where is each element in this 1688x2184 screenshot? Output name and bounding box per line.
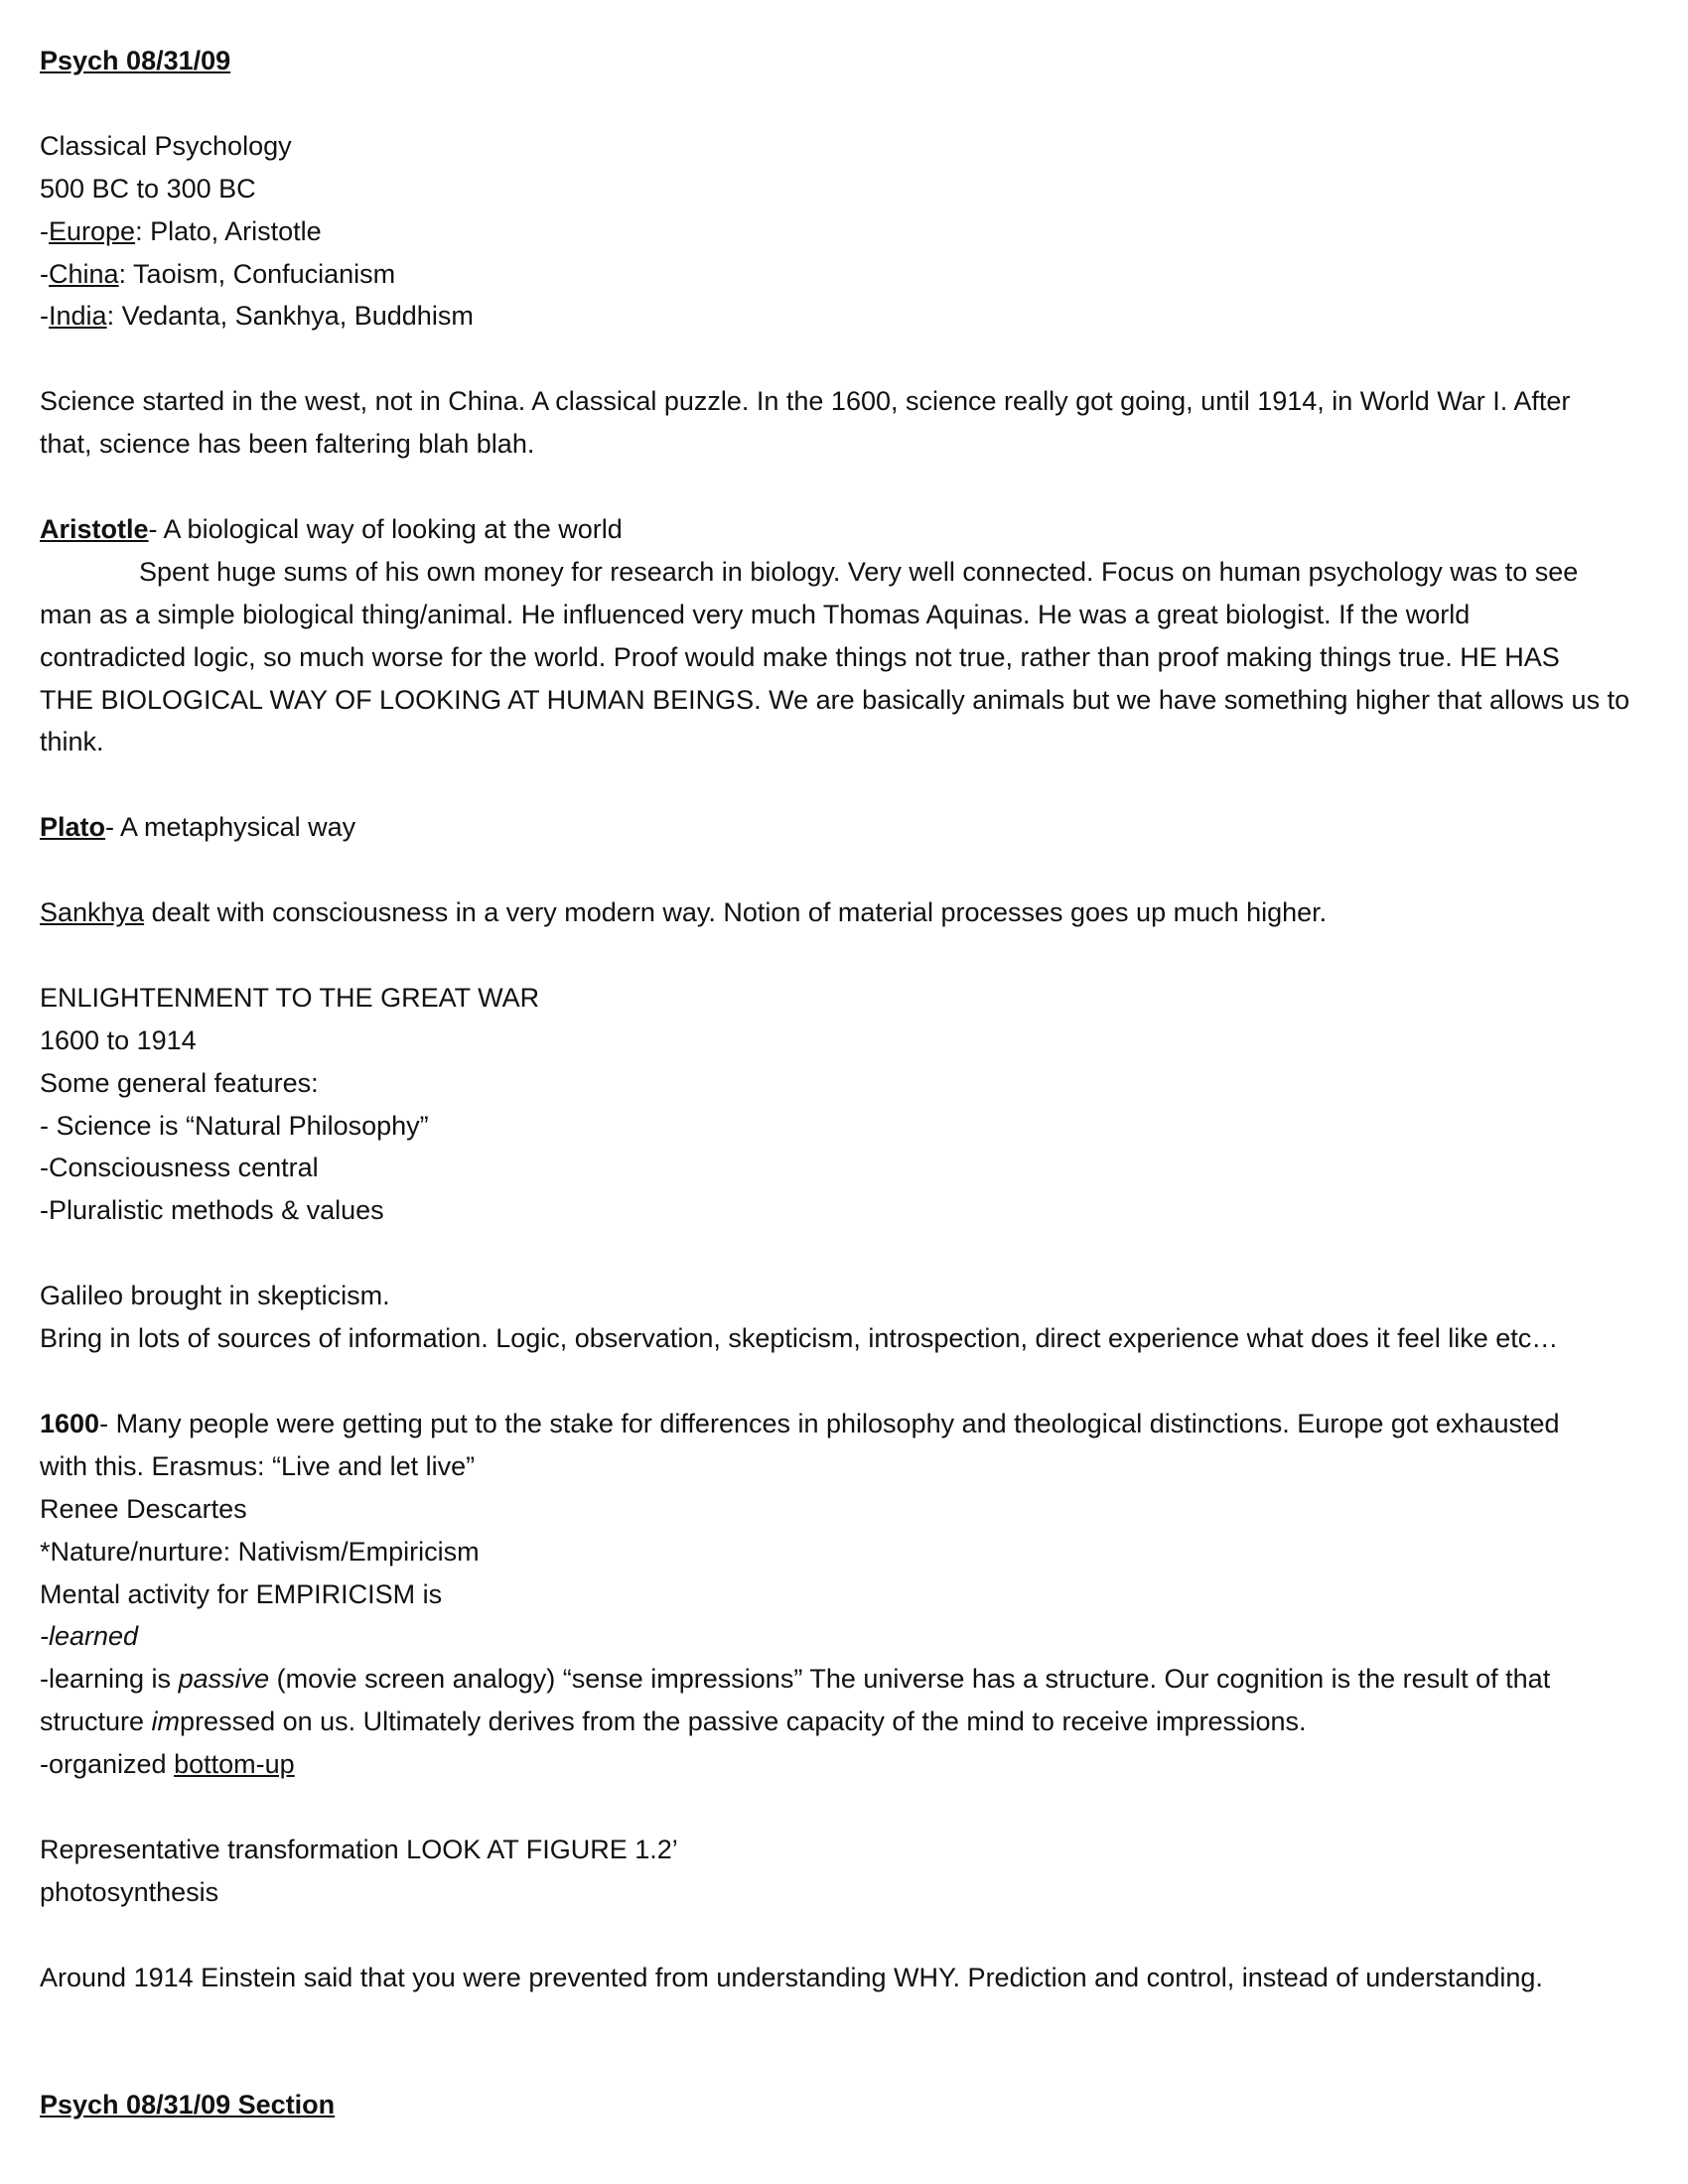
- feature-item: -Consciousness central: [40, 1153, 319, 1183]
- galileo-line-1: Galileo brought in skepticism.: [40, 1281, 390, 1311]
- representative-line: Representative transformation LOOK AT FIGURE 1.2’: [40, 1834, 678, 1864]
- enlightenment-title: ENLIGHTENMENT TO THE GREAT WAR: [40, 982, 540, 1013]
- feature-item: -Pluralistic methods & values: [40, 1195, 384, 1226]
- spacer: [40, 934, 1658, 977]
- einstein-line: Around 1914 Einstein said that you were prevented from understanding WHY. Prediction and control, instead of understanding.: [40, 1962, 1543, 1992]
- region-china: -China: Taoism, Confucianism: [40, 258, 396, 289]
- region-india: -India: Vedanta, Sankhya, Buddhism: [40, 301, 474, 332]
- spacer: [40, 1786, 1658, 1829]
- heading-psych-section: Psych 08/31/09 Section: [40, 2090, 336, 2120]
- enlightenment-dates: 1600 to 1914: [40, 1024, 197, 1055]
- spacer: [40, 82, 1658, 125]
- science-paragraph-line-2: that, science has been faltering blah blah.: [40, 429, 535, 460]
- region-europe: -Europe: Plato, Aristotle: [40, 215, 322, 246]
- learned-line: -learned: [40, 1621, 139, 1652]
- spacer: [40, 466, 1658, 508]
- spacer: [40, 338, 1658, 380]
- feature-item: - Science is “Natural Philosophy”: [40, 1110, 429, 1141]
- aristotle-line-2: man as a simple biological thing/animal. He influenced very much Thomas Aquinas. He was a great biologist. If the world: [40, 599, 1471, 629]
- aristotle-line-1: Spent huge sums of his own money for research in biology. Very well connected. Focus on human psychology was to see: [139, 556, 1579, 587]
- classical-title: Classical Psychology: [40, 130, 292, 161]
- enlightenment-intro: Some general features:: [40, 1067, 319, 1098]
- spacer: [40, 1914, 1658, 1957]
- year-1600-line-1: 1600- Many people were getting put to the stake for differences in philosophy and theological distinctions. Europe got exhausted: [40, 1408, 1560, 1438]
- organized-line: -organized bottom-up: [40, 1749, 295, 1780]
- spacer: [40, 1232, 1658, 1275]
- spacer: [40, 763, 1658, 806]
- nature-nurture-line: *Nature/nurture: Nativism/Empiricism: [40, 1536, 480, 1567]
- document-page: [40, 40, 1658, 2126]
- structure-line: structure impressed on us. Ultimately derives from the passive capacity of the mind to receive impressions.: [40, 1706, 1307, 1737]
- heading-psych-date: Psych 08/31/09: [40, 46, 231, 75]
- spacer: [40, 1360, 1658, 1403]
- aristotle-heading: Aristotle- A biological way of looking at the world: [40, 513, 623, 544]
- aristotle-line-5: think.: [40, 727, 104, 757]
- year-1600-line-2: with this. Erasmus: “Live and let live”: [40, 1450, 476, 1481]
- galileo-line-2: Bring in lots of sources of information. Logic, observation, skepticism, introspection, direct experience what does it feel like etc…: [40, 1323, 1559, 1354]
- descartes-line: Renee Descartes: [40, 1493, 247, 1524]
- science-paragraph-line-1: Science started in the west, not in China. A classical puzzle. In the 1600, science really got going, until 1914, in World War I. After: [40, 386, 1571, 417]
- aristotle-line-4: THE BIOLOGICAL WAY OF LOOKING AT HUMAN BEINGS. We are basically animals but we have something higher that allows us to: [40, 684, 1630, 715]
- spacer: [40, 2041, 1658, 2084]
- photosynthesis-line: photosynthesis: [40, 1876, 219, 1907]
- sankhya-line: Sankhya dealt with consciousness in a very modern way. Notion of material processes goes up much higher.: [40, 897, 1328, 928]
- spacer: [40, 1999, 1658, 2042]
- spacer: [40, 849, 1658, 891]
- mental-activity-line: Mental activity for EMPIRICISM is: [40, 1578, 443, 1609]
- aristotle-line-3: contradicted logic, so much worse for the world. Proof would make things not true, rather than proof making things true. HE HAS: [40, 641, 1560, 672]
- classical-dates: 500 BC to 300 BC: [40, 173, 256, 204]
- learning-line: -learning is passive (movie screen analogy) “sense impressions” The universe has a structure. Our cognition is the result of that: [40, 1664, 1551, 1695]
- plato-heading: Plato- A metaphysical way: [40, 812, 356, 843]
